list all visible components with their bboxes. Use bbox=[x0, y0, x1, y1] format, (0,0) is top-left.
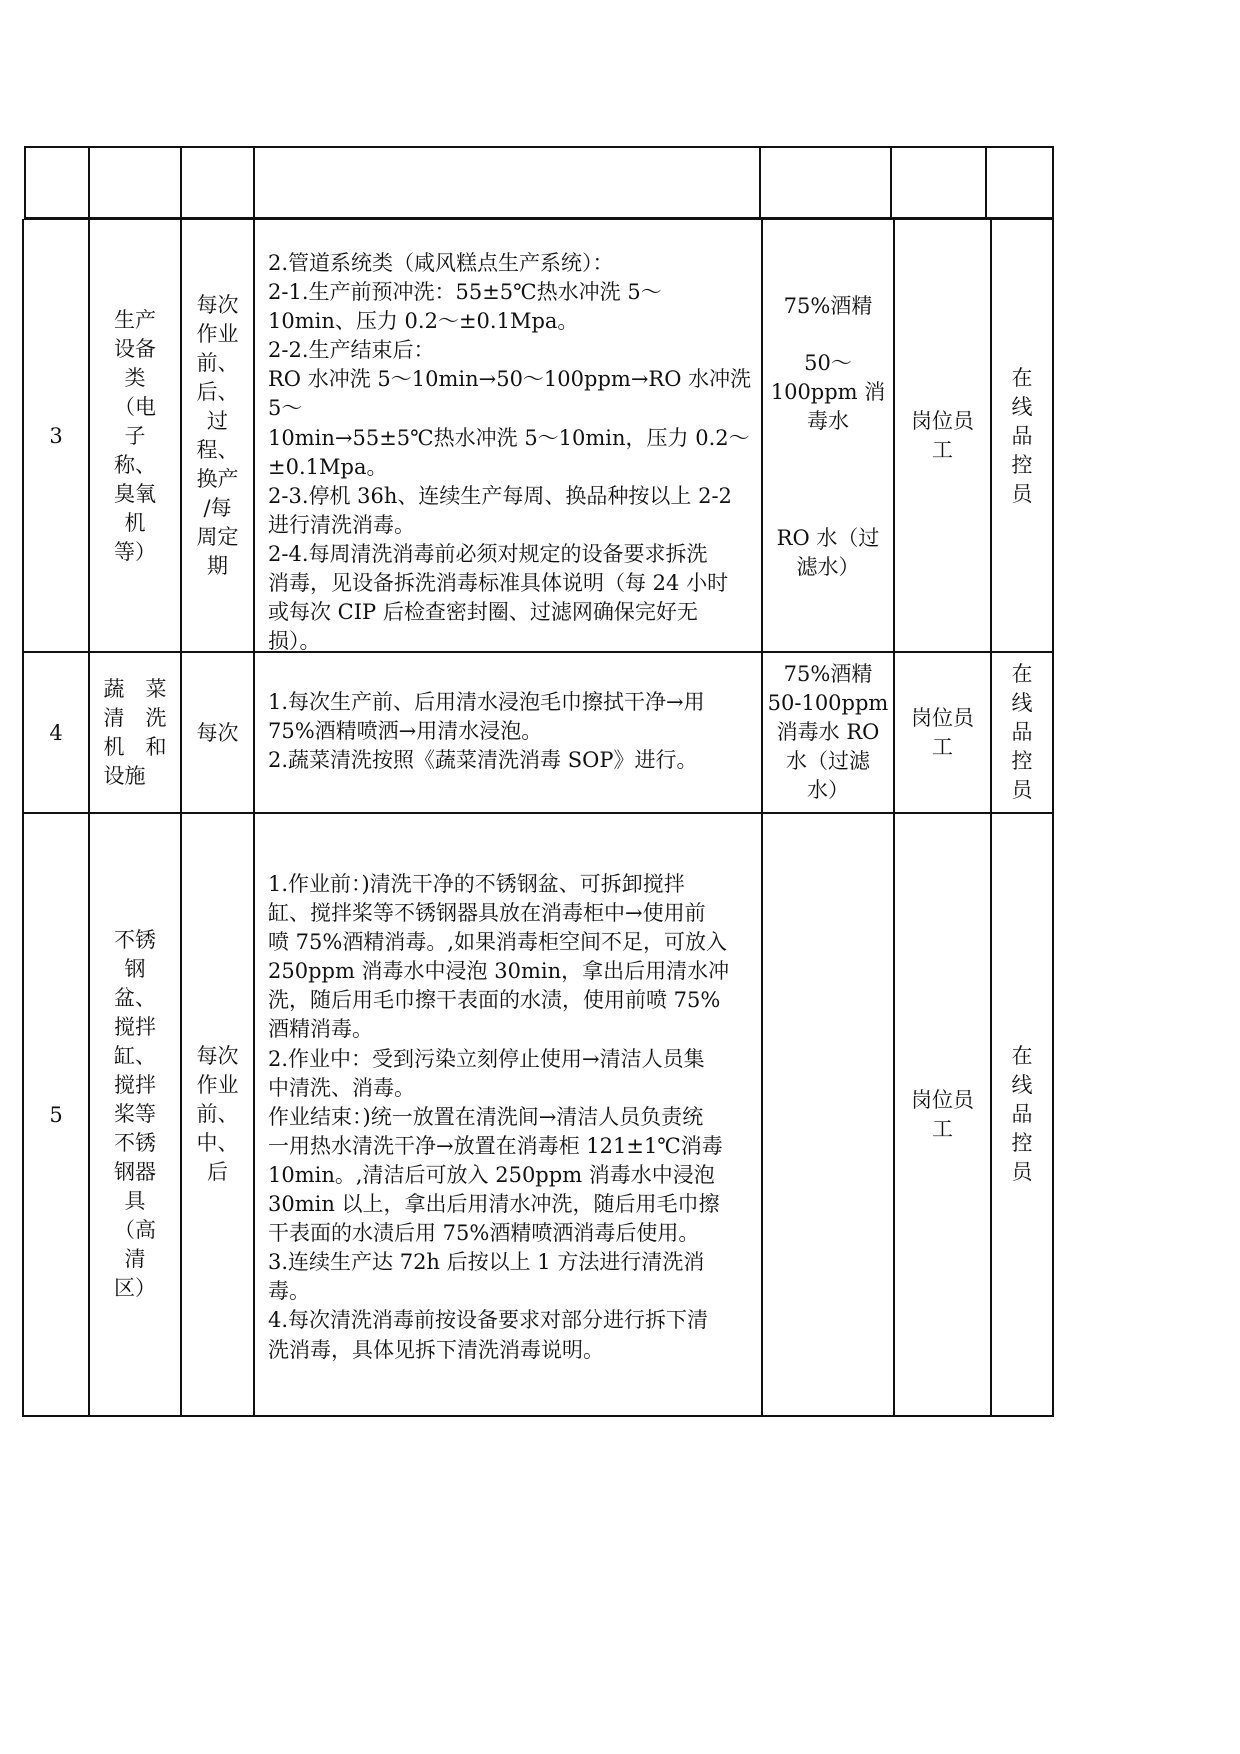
table-row-frequency bbox=[182, 653, 253, 812]
header-col-divider bbox=[180, 146, 182, 219]
table-row-item bbox=[90, 221, 180, 651]
header-bottom-border bbox=[24, 217, 1054, 220]
table-right-border bbox=[1052, 219, 1054, 1417]
table-row-supervisor bbox=[992, 221, 1052, 651]
row-supervisor-text: 在 线 品 控 员 bbox=[1011, 662, 1033, 802]
header-col-divider bbox=[985, 146, 987, 219]
row-agent-text: 75%酒精 50-100ppm 消毒水 RO 水（过滤 水） bbox=[767, 662, 889, 802]
table-row-agent bbox=[763, 653, 893, 812]
table-bottom-border bbox=[22, 1415, 1054, 1417]
header-col-divider bbox=[24, 146, 26, 219]
table-row-executor bbox=[895, 814, 990, 1415]
row-executor-text: 岗位员 工 bbox=[911, 409, 974, 462]
row-executor-text: 岗位员 工 bbox=[911, 705, 974, 759]
table-row-item bbox=[90, 814, 180, 1415]
header-col-divider bbox=[253, 146, 255, 219]
table-row-executor bbox=[895, 221, 990, 651]
table-row-method: 1.作业前：)清洗干净的不锈钢盆、可拆卸搅拌 缸、搅拌桨等不锈钢器具放在消毒柜中→使用前 喷 75%酒精消毒。,如果消毒柜空间不足，可放入 250ppm 消毒水中浸泡 30min，拿出后用清水冲 洗，随后用毛巾擦干表面的水渍，使用前喷 75% 酒精消毒。 2.作业中：受到污染立刻停止使用→清洁人员集 中清洗、消毒。 作业结束：)统一放置在清洗间→清洁人员负责统 一用热水清洗干净→放置在消毒柜 121±1℃消毒 10min。,清洁后可放入 250ppm 消毒水中浸泡 30min 以上，拿出后用清水冲洗，随后用毛巾擦 干表面的水渍后用 75%酒精喷洒消毒后使用。 3.连续生产达 72h 后按以上 1 方法进行清洗消 毒。 4.每次清洗消毒前按设备要求对部分进行拆下清 洗消毒，具体见拆下清洗消毒说明。 bbox=[268, 872, 730, 1362]
table-row-frequency bbox=[182, 221, 253, 651]
row-number-text: 4 bbox=[49, 720, 63, 745]
col-divider-frequency bbox=[253, 219, 255, 1417]
table-row-number bbox=[24, 814, 88, 1415]
table-row-item bbox=[90, 653, 180, 812]
header-col-divider bbox=[759, 146, 761, 219]
header-col-divider bbox=[890, 146, 892, 219]
table-row-agent-ro-water: RO 水（过 滤水） bbox=[776, 526, 880, 579]
row-number-text: 3 bbox=[49, 424, 63, 448]
table-top-border bbox=[24, 146, 1054, 148]
table-row-agent-disinfectant: 50～ 100ppm 消 毒水 bbox=[770, 351, 886, 433]
table-row-executor bbox=[895, 653, 990, 812]
table-row-number bbox=[24, 653, 88, 812]
row-item-text: 生产 设备 类 （电 子 称、 臭氧 机 等） bbox=[114, 307, 156, 564]
row-supervisor-text: 在 线 品 控 员 bbox=[1011, 365, 1033, 506]
row-number-text: 5 bbox=[49, 1102, 63, 1127]
row-frequency-text: 每次 作业 前、 中、 后 bbox=[196, 1044, 239, 1184]
row-supervisor-text: 在 线 品 控 员 bbox=[1011, 1044, 1033, 1184]
row-frequency-text: 每次 bbox=[196, 720, 239, 745]
table-row-method: 2.管道系统类（咸风糕点生产系统）： 2-1.生产前预冲洗：55±5℃热水冲洗 5～ 10min、压力 0.2～±0.1Mpa。 2-2.生产结束后： RO 水冲洗 5～10min→50～100ppm→RO 水冲洗 5～ 10min→55±5℃热水冲洗 5～10min，压力 0.2～ ±0.1Mpa。 2-3.停机 36h、连续生产每周、换品种按以上 2-2 进行清洗消毒。 2-4.每周清洗消毒前必须对规定的设备要求拆洗 消毒，见设备拆洗消毒标准具体说明（每 24 小时 或每次 CIP 后检查密封圈、过滤网确保完好无 损）。 bbox=[268, 251, 752, 654]
table-row-frequency bbox=[182, 814, 253, 1415]
table-row-supervisor bbox=[992, 653, 1052, 812]
row-item-text: 蔬 菜 清 洗 机 和 设施 bbox=[103, 676, 167, 788]
table-row-agent-alcohol: 75%酒精 bbox=[783, 294, 873, 318]
table-row-supervisor bbox=[992, 814, 1052, 1415]
table-row-number bbox=[24, 221, 88, 651]
table-row-agent bbox=[763, 814, 893, 1415]
row-executor-text: 岗位员 工 bbox=[911, 1087, 974, 1141]
header-col-divider bbox=[1052, 146, 1054, 219]
table-row-method: 1.每次生产前、后用清水浸泡毛巾擦拭干净→用 75%酒精喷洒→用清水浸泡。 2.蔬菜清洗按照《蔬菜清洗消毒 SOP》进行。 bbox=[268, 690, 705, 773]
row-frequency-text: 每次 作业 前、 后、 过 程、 换产 /每 周定 期 bbox=[196, 293, 239, 578]
header-col-divider bbox=[88, 146, 90, 219]
row-item-text: 不锈 钢 盆、 搅拌 缸、 搅拌 桨等 不锈 钢器 具 （高 清 区） bbox=[114, 928, 156, 1300]
